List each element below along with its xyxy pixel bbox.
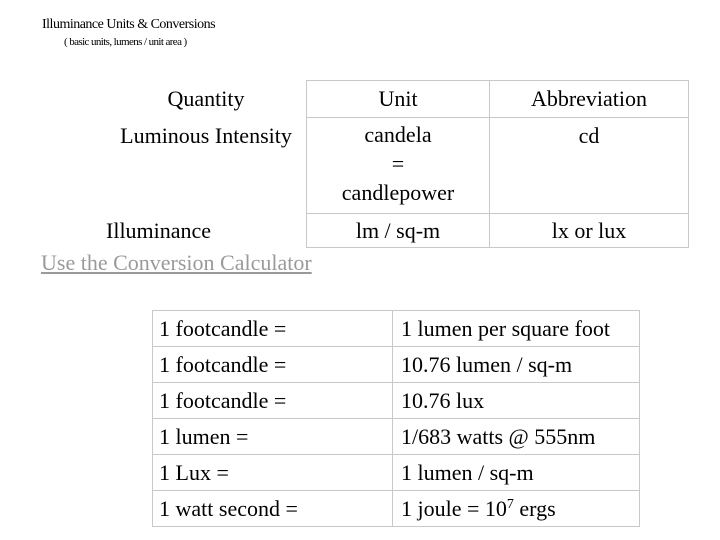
conversion-from-cell: 1 footcandle = bbox=[153, 311, 393, 347]
conversion-to-suffix: ergs bbox=[513, 495, 556, 521]
header-unit: Unit bbox=[307, 81, 490, 118]
units-table-header-row bbox=[106, 81, 689, 118]
quantity-cell: Illuminance bbox=[106, 217, 212, 243]
page-subtitle: ( basic units, lumens / unit area ) bbox=[64, 36, 187, 48]
table-row bbox=[106, 214, 689, 248]
table-row bbox=[153, 311, 640, 347]
table-row bbox=[153, 347, 640, 383]
quantity-cell: Luminous Intensity bbox=[120, 122, 292, 148]
conversion-to-cell: 1 lumen / sq-m bbox=[393, 455, 640, 491]
page-title: Illuminance Units & Conversions bbox=[42, 17, 216, 32]
table-row bbox=[153, 419, 640, 455]
unit-line: candela bbox=[364, 122, 432, 147]
exponent: 7 bbox=[506, 496, 514, 512]
conversions-table bbox=[152, 310, 640, 527]
conversion-to-cell: 10.76 lux bbox=[393, 383, 640, 419]
header-abbreviation: Abbreviation bbox=[490, 81, 689, 118]
unit-line: candlepower bbox=[341, 180, 455, 205]
table-row bbox=[153, 455, 640, 491]
conversion-to-cell: 10.76 lumen / sq-m bbox=[393, 347, 640, 383]
conversion-to-prefix: 1 joule = 10 bbox=[401, 495, 507, 521]
unit-cell: lm / sq-m bbox=[307, 214, 490, 248]
units-table bbox=[106, 80, 689, 248]
conversion-to-cell: 1 lumen per square foot bbox=[393, 311, 640, 347]
table-row bbox=[153, 383, 640, 419]
header-quantity: Quantity bbox=[167, 85, 245, 111]
conversion-from-cell: 1 watt second = bbox=[153, 491, 393, 527]
conversion-from-cell: 1 footcandle = bbox=[153, 383, 393, 419]
conversion-from-cell: 1 lumen = bbox=[153, 419, 393, 455]
abbreviation-cell: cd bbox=[490, 118, 689, 214]
table-row bbox=[153, 491, 640, 527]
conversion-from-cell: 1 footcandle = bbox=[153, 347, 393, 383]
conversion-calculator-link[interactable]: Use the Conversion Calculator bbox=[41, 250, 312, 275]
conversion-to-cell: 1/683 watts @ 555nm bbox=[393, 419, 640, 455]
table-row bbox=[106, 118, 689, 214]
unit-cell bbox=[307, 118, 490, 214]
abbreviation-cell: lx or lux bbox=[490, 214, 689, 248]
conversion-to-cell bbox=[393, 491, 640, 527]
conversion-from-cell: 1 Lux = bbox=[153, 455, 393, 491]
unit-line: = bbox=[391, 151, 405, 176]
